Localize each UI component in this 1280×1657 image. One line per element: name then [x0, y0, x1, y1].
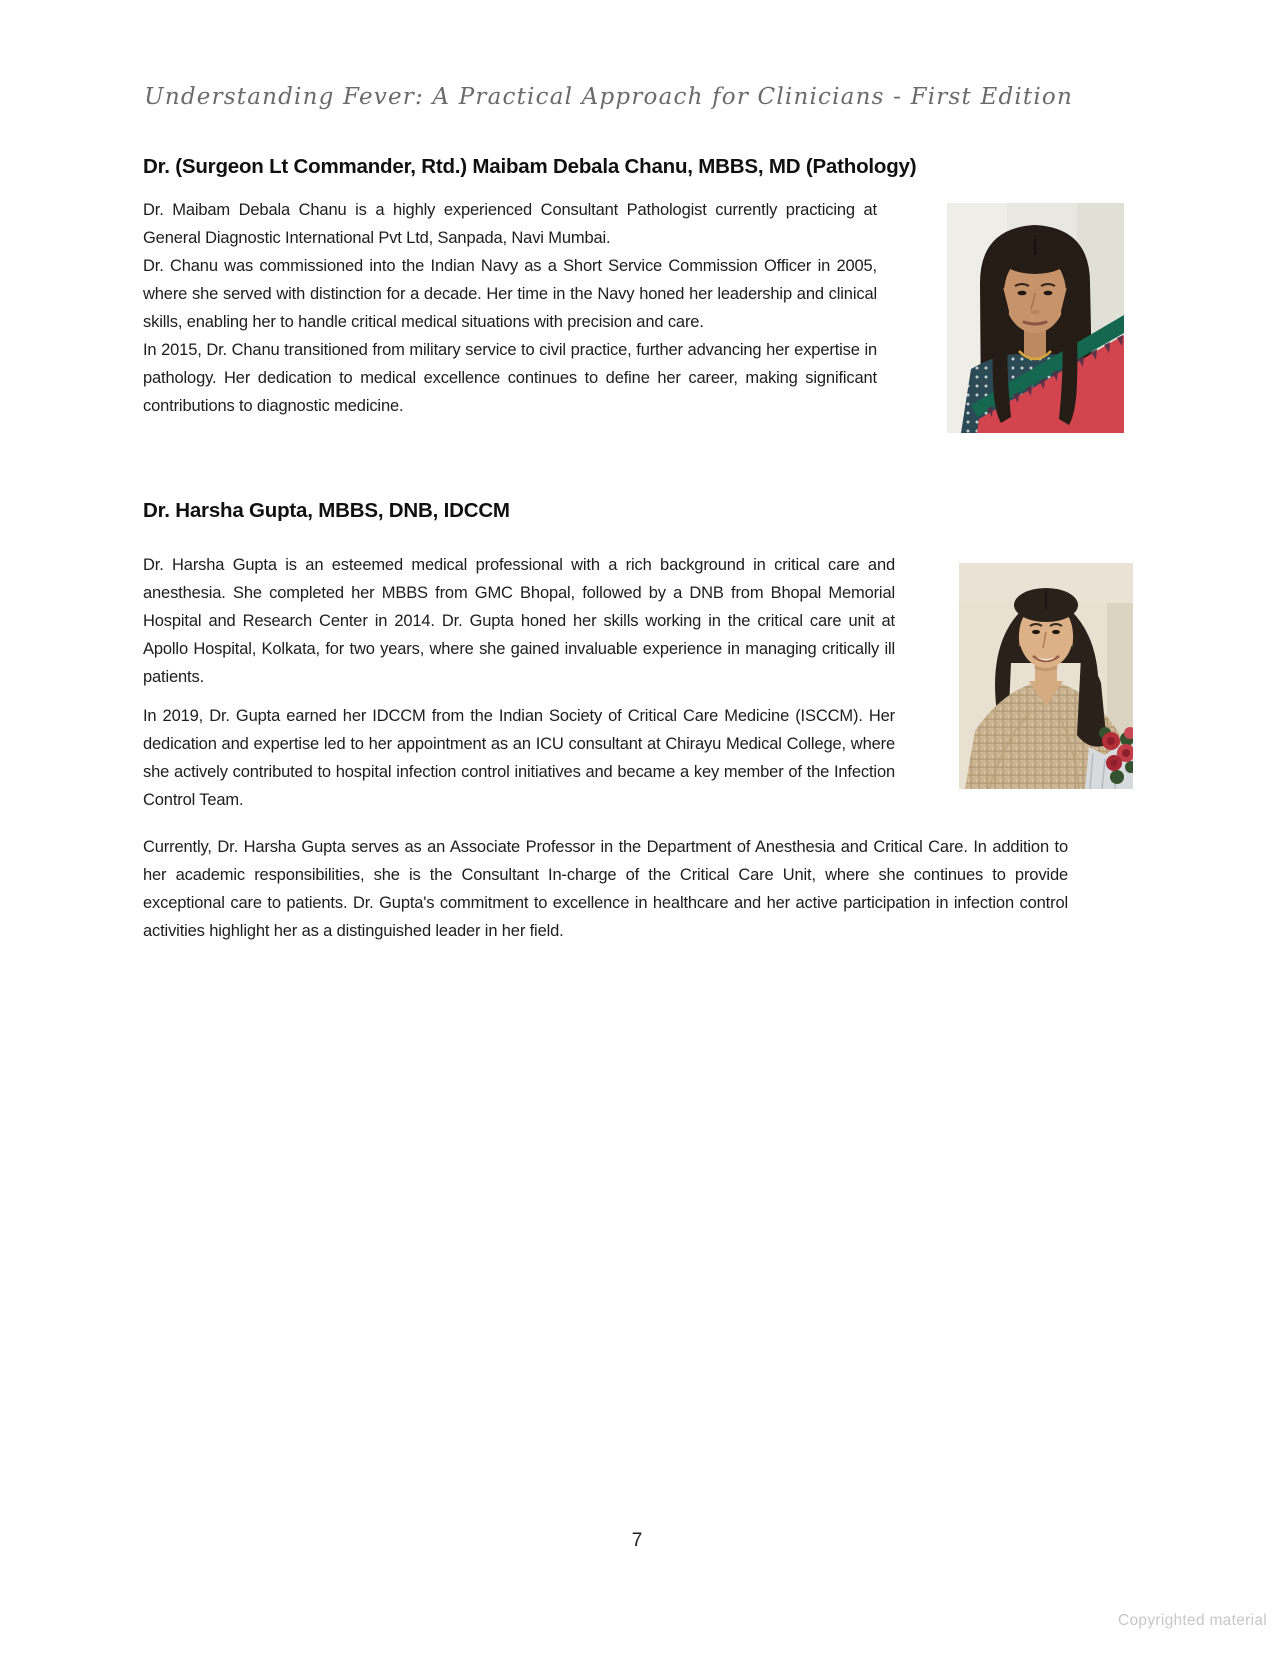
- portrait-dr-gupta-illustration: [959, 563, 1133, 789]
- profile-heading-chanu: Dr. (Surgeon Lt Commander, Rtd.) Maibam Debala Chanu, MBBS, MD (Pathology): [143, 155, 917, 178]
- photo-dr-gupta: [959, 563, 1133, 789]
- running-header: Understanding Fever: A Practical Approach for Clinicians - First Edition: [144, 84, 1073, 110]
- page-number: 7: [631, 1530, 643, 1551]
- portrait-dr-chanu-illustration: [947, 203, 1124, 433]
- profile-heading-gupta: Dr. Harsha Gupta, MBBS, DNB, IDCCM: [143, 499, 510, 522]
- bio-gupta-text-1: Dr. Harsha Gupta is an esteemed medical professional with a rich background in critical care and anesthesia. She completed her MBBS from GMC Bhopal, followed by a DNB from Bhopal Memorial Hospital and Research Center in 2014. Dr. Gupta honed her skills working in the critical care unit at Apollo Hospital, Kolkata, for two years, where she gained invaluable experience in managing critically ill patients.: [143, 556, 895, 686]
- bio-gupta-text-3: Currently, Dr. Harsha Gupta serves as an Associate Professor in the Department of Anesthesia and Critical Care. In addition to her academic responsibilities, she is the Consultant In-charge of the Critical Care Unit, where she continues to provide exceptional care to patients. Dr. Gupta's commitment to excellence in healthcare and her active participation in infection control activities highlight her as a distinguished leader in her field.: [143, 838, 1068, 940]
- bio-chanu-paragraph-3: In 2015, Dr. Chanu transitioned from military service to civil practice, further advancing her expertise in pathology. Her dedication to medical excellence continues to define her career, making significant contributions to diagnostic medicine.: [143, 341, 877, 415]
- bio-chanu: [143, 196, 877, 420]
- bio-gupta-text-2: In 2019, Dr. Gupta earned her IDCCM from the Indian Society of Critical Care Medicine (ISCCM). Her dedication and expertise led to her appointment as an ICU consultant at Chirayu Medical College, where she actively contributed to hospital infection control initiatives and became a key member of the Infection Control Team.: [143, 707, 895, 809]
- bio-gupta-paragraph-2: [143, 702, 895, 814]
- bio-chanu-paragraph-2: Dr. Chanu was commissioned into the Indian Navy as a Short Service Commission Officer in 2005, where she served with distinction for a decade. Her time in the Navy honed her leadership and clinical skills, enabling her to handle critical medical situations with precision and care.: [143, 257, 877, 331]
- copyright-watermark: Copyrighted material: [1117, 1612, 1267, 1629]
- bio-gupta-paragraph-3: [143, 833, 1068, 945]
- bio-chanu-paragraph-1: Dr. Maibam Debala Chanu is a highly experienced Consultant Pathologist currently practicing at General Diagnostic International Pvt Ltd, Sanpada, Navi Mumbai.: [143, 201, 877, 247]
- bio-gupta-paragraph-1: [143, 551, 895, 691]
- photo-dr-chanu: [947, 203, 1124, 433]
